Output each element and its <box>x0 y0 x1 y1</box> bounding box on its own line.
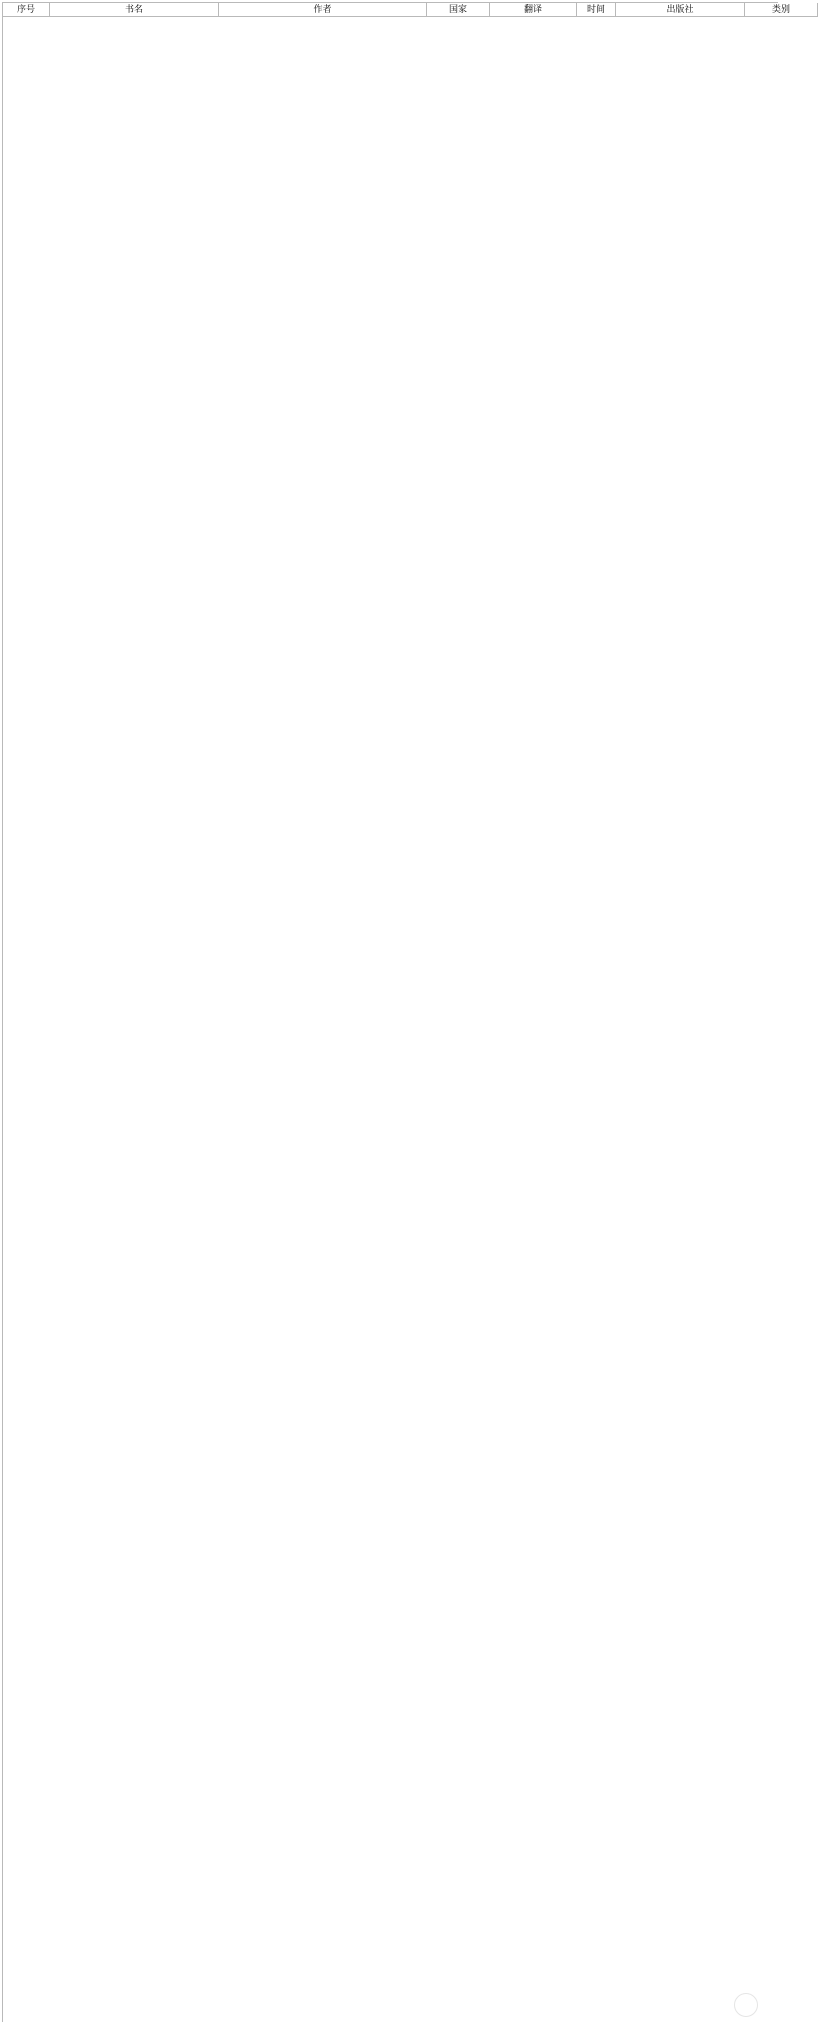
book-list-table <box>2 2 790 2022</box>
header-country: 国家 <box>427 3 490 17</box>
watermark-logo <box>734 1993 758 2017</box>
header-row <box>3 3 818 17</box>
table-header <box>3 3 818 17</box>
header-title: 书名 <box>50 3 219 17</box>
header-publisher: 出版社 <box>616 3 745 17</box>
header-category: 类别 <box>745 3 818 17</box>
header-author: 作者 <box>219 3 427 17</box>
book-table <box>3 3 818 17</box>
header-translator: 翻译 <box>490 3 577 17</box>
watermark <box>666 1993 762 2021</box>
header-index: 序号 <box>3 3 50 17</box>
header-year: 时间 <box>577 3 616 17</box>
